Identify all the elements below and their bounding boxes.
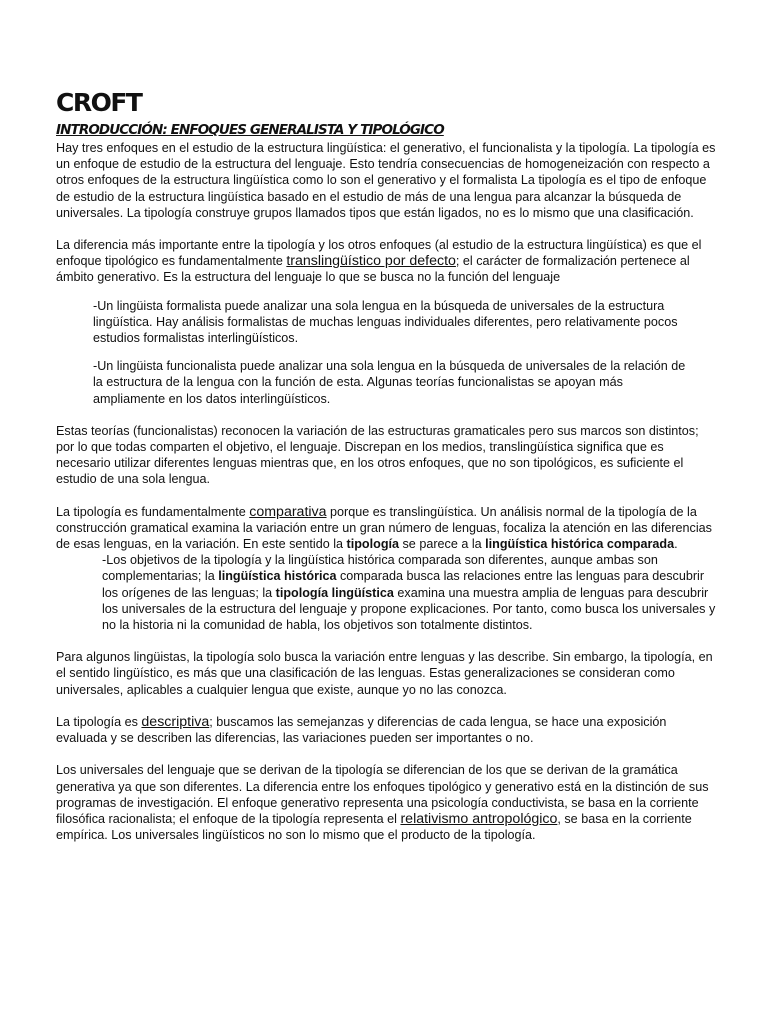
term-highlight: comparativa (249, 503, 327, 520)
paragraph-6: La tipología es fundamentalmente comparativa porque es translingüística. Un análisis normal de la tipología de la construcción gramatical examina la variación entre un gran número de lenguas, focaliza la atención en las diferencias de esas lenguas, en la variación. En este sentido la tipología se parece a la lingüística histórica comparada. (56, 503, 712, 552)
paragraph-10: Los universales del lenguaje que se derivan de la tipología se diferencian de los que se derivan de la gramática generativa ya que son diferentes. La diferencia entre los enfoques tipológico y generativo está en la distinción de sus programas de investigación. El enfoque generativo representa una psicología conductivista, se basa en la corriente filosófica racionalista; el enfoque de la tipología representa el relativismo antropológico, se basa en la corriente empírica. Los universales lingüísticos no son lo mismo que el producto de la tipología. (56, 763, 709, 843)
term-highlight: relativismo antropológico (400, 810, 558, 827)
section-heading: INTRODUCCIÓN: ENFOQUES GENERALISTA Y TIPOLÓGICO (56, 122, 444, 138)
paragraph-8: Para algunos lingüistas, la tipología solo busca la variación entre lenguas y las describe. Sin embargo, la tipología, en el sentido lingüístico, es más que una clasificación de las lenguas. Estas generalizaciones se consideran como universales, aplicables a cualquier lengua que existe, aunque yo no las conozca. (56, 650, 713, 697)
term-highlight: translingüístico por defecto (286, 253, 456, 270)
paragraph-2: La diferencia más importante entre la tipología y los otros enfoques (al estudio de la estructura lingüística) es que el enfoque tipológico es fundamentalmente translingüístico por defecto; el carácter de formalización pertenece al ámbito generativo. Es la estructura del lenguaje lo que se busca no la función del lenguaje (56, 238, 702, 285)
term-highlight: descriptiva (141, 713, 210, 730)
paragraph-5: Estas teorías (funcionalistas) reconocen la variación de las estructuras gramaticales pero sus marcos son distintos; por lo que todas comparten el objetivo, el lenguaje. Discrepan en los medios, translingüística significa que es necesario utilizar diferentes lenguas mientras que, en los otros enfoques, que no son tipológicos, es suficiente el estudio de una sola lengua. (56, 423, 699, 487)
indented-paragraph-formalista: -Un lingüista formalista puede analizar una sola lengua en la búsqueda de universales de la estructura lingüística. Hay análisis formalistas de muchas lenguas individuales diferentes, pero relativamente pocos estudios formalistas interlingüísticos. (93, 298, 678, 346)
paragraph-1: Hay tres enfoques en el estudio de la estructura lingüística: el generativo, el funcionalista y la tipología. La tipología es un enfoque de estudio de la estructura del lenguaje. Esto tendría consecuencias de homogeneización con respecto a otros enfoques de la estructura lingüística como lo son el generativo y el formalista La tipología es el tipo de enfoque de estudio de la estructura lingüística basado en el estudio de más de una lengua para alcanzar la búsqueda de universales. La tipología construye grupos llamados tipos que están ligados, no es lo mismo que una clasificación. (56, 141, 716, 220)
indented-paragraph-funcionalista: -Un lingüista funcionalista puede analizar una sola lengua en la búsqueda de universales de la relación de la estructura de la lengua con la función de esta. Algunas teorías funcionalistas se apoyan más ampliamente en los datos interlingüísticos. (93, 359, 686, 406)
paragraph-9: La tipología es descriptiva; buscamos las semejanzas y diferencias de cada lengua, se hace una exposición evaluada y se describen las diferencias, las variaciones pueden ser importantes o no. (56, 713, 667, 746)
document-title: CROFT (56, 88, 142, 117)
indented-paragraph-objetivos: -Los objetivos de la tipología y la lingüística histórica comparada son diferentes, aunque ambas son complementarias; la lingüística histórica comparada busca las relaciones entre las lenguas para descubrir los orígenes de las lenguas; la tipología lingüística examina una muestra amplia de lenguas para descubrir los universales de la estructura del lenguaje y propone explicaciones. Por tanto, como busca los universales y no la historia ni la comunidad de habla, los objetivos son totalmente distintos. (102, 553, 716, 633)
